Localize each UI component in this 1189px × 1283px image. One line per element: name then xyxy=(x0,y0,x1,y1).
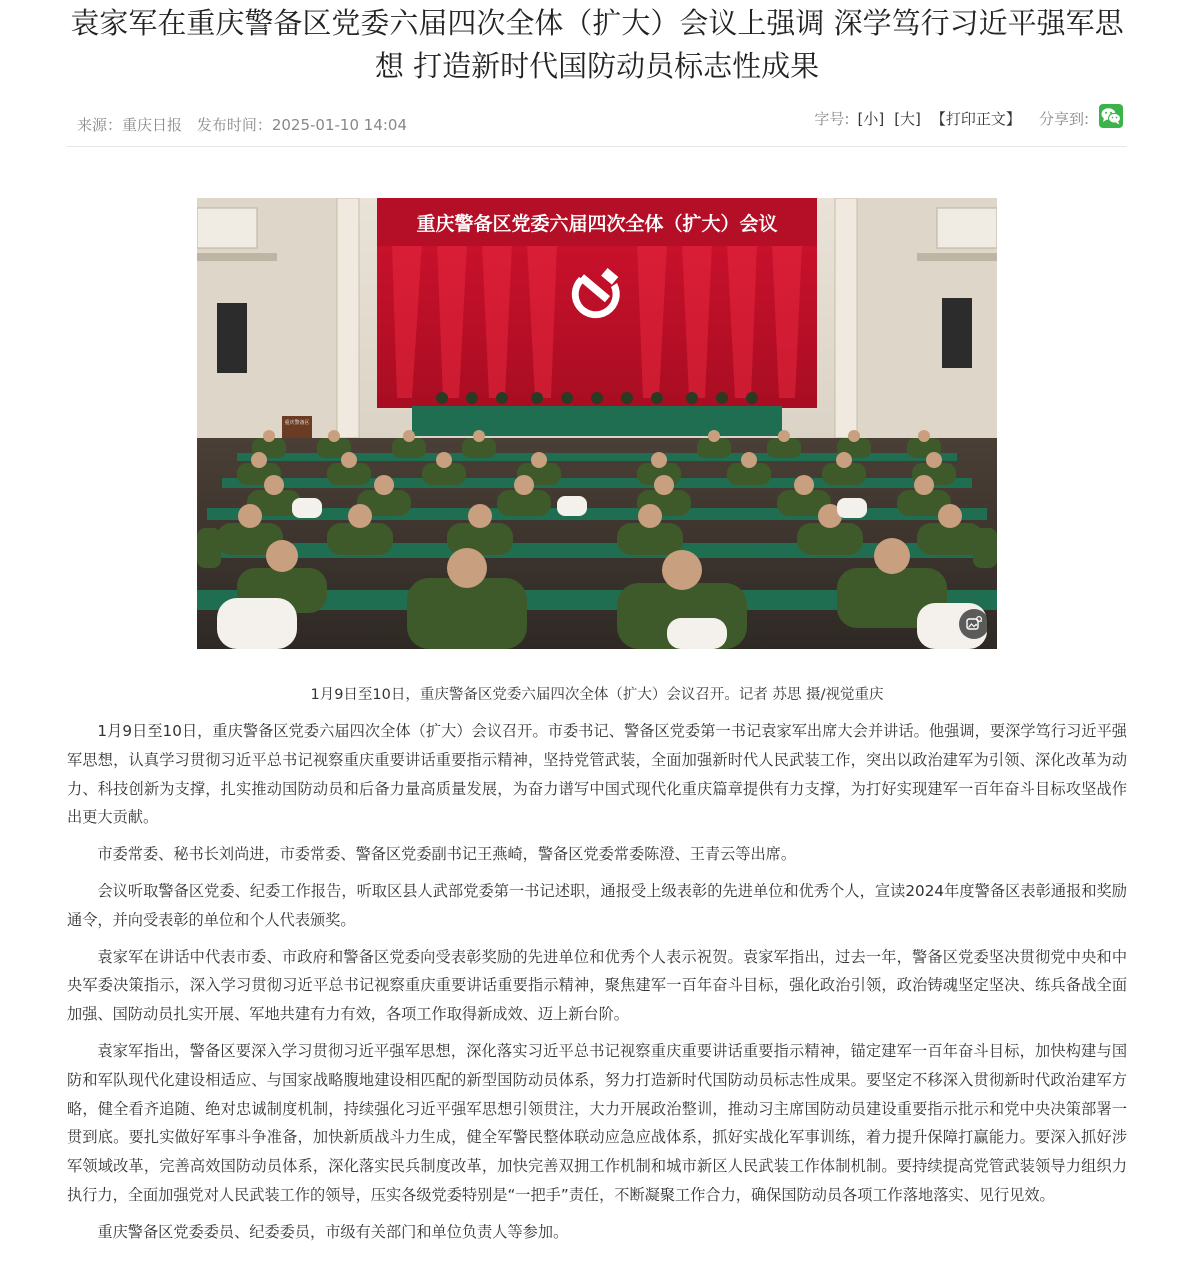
source-name: 重庆日报 xyxy=(122,116,183,134)
source-label xyxy=(77,116,182,134)
article-source-info xyxy=(77,114,417,135)
wechat-icon[interactable] xyxy=(1099,104,1123,128)
photo-caption: 1月9日至10日，重庆警备区党委六届四次全体（扩大）会议召开。记者 苏思 摄/视觉重庆 xyxy=(310,687,884,703)
publish-label: 发布时间： xyxy=(196,116,272,134)
paragraph: 市委常委、秘书长刘尚进，市委常委、警备区党委副书记王燕崎，警备区党委常委陈澄、王青云等出席。 xyxy=(97,845,797,864)
meeting-photo-scene xyxy=(197,198,997,649)
source-label-text: 来源： xyxy=(77,116,123,134)
paragraph: 重庆警备区党委委员、纪委委员，市级有关部门和单位负责人等参加。 xyxy=(97,1222,569,1241)
article-body xyxy=(67,717,1127,1247)
article xyxy=(67,0,1127,1255)
font-small-link[interactable]: [小] xyxy=(857,110,885,128)
podium-text: 重庆警备区 xyxy=(284,420,310,426)
article-title: 袁家军在重庆警备区党委六届四次全体（扩大）会议上强调 深学笃行习近平强军思想 打造新时代国防动员标志性成果 xyxy=(70,6,1124,83)
paragraph: 会议听取警备区党委、纪委工作报告，听取区县人武部党委第一书记述职，通报受上级表彰的先进单位和优秀个人，宣读2024年度警备区表彰通报和奖励通令，并向受表彰的单位和个人代表颁奖。 xyxy=(67,881,1127,929)
image-search-icon[interactable] xyxy=(959,609,989,639)
paragraph: 袁家军指出，警备区要深入学习贯彻习近平强军思想，深化落实习近平总书记视察重庆重要讲话重要指示精神，锚定建军一百年奋斗目标，加快构建与国防和军队现代化建设相适应、与国家战略腹地建设相匹配的新型国防动员体系，努力打造新时代国防动员标志性成果。要坚定不移深入贯彻新时代政治建军方略，健全看齐追随、绝对忠诚制度机制，持续强化习近平强军思想引领贯注，大力开展政治整训，推动习主席国防动员建设重要指示批示和党中央决策部署一贯到底。要扎实做好军事斗争准备，加快新质战斗力生成，健全军警民整体联动应急应战体系，抓好实战化军事训练，着力提升保障打赢能力。要深入抓好涉军领域改革，完善高效国防动员体系，深化落实民兵制度改革，加快完善双拥工作机制和城市新区人民武装工作体制机制。要持续提高党管武装领导力组织力执行力，全面加强党对人民武装工作的领导，压实各级党委特别是“一把手”责任，不断凝聚工作合力，确保国防动员各项工作落地落实、见行见效。 xyxy=(67,1041,1127,1204)
article-photo xyxy=(197,198,997,649)
font-size-label: 字号: xyxy=(814,110,850,128)
publish-info xyxy=(197,116,407,134)
share-label: 分享到: xyxy=(1038,110,1089,128)
publish-time: 2025-01-10 14:04 xyxy=(271,116,407,134)
banner-text: 重庆警备区党委六届四次全体（扩大）会议 xyxy=(416,213,778,235)
paragraph: 袁家军在讲话中代表市委、市政府和警备区党委向受表彰奖励的先进单位和优秀个人表示祝贺。袁家军指出，过去一年，警备区党委坚决贯彻党中央和中央军委决策指示，深入学习贯彻习近平总书记视察重庆重要讲话重要指示精神，聚焦建军一百年奋斗目标，强化政治引领，政治铸魂坚定坚决、练兵备战全面加强、国防动员扎实开展、军地共建有力有效，各项工作取得新成效、迈上新台阶。 xyxy=(67,947,1127,1024)
font-large-link[interactable]: [大] xyxy=(894,110,921,128)
article-tools xyxy=(814,108,1123,129)
paragraph: 1月9日至10日，重庆警备区党委六届四次全体（扩大）会议召开。市委书记、警备区党委第一书记袁家军出席大会并讲话。他强调，要深学笃行习近平强军思想，认真学习贯彻习近平总书记视察重庆重要讲话重要指示精神，坚持党管武装，全面加强新时代人民武装工作，突出以政治建军为引领、深化改革为动力、科技创新为支撑，扎实推动国防动员和后备力量高质量发展，为奋力谱写中国式现代化重庆篇章提供有力支撑，为打好实现建军一百年奋斗目标攻坚战作出更大贡献。 xyxy=(67,722,1127,827)
print-link[interactable]: 【打印正文】 xyxy=(930,110,1021,128)
article-meta-bar xyxy=(67,102,1127,147)
